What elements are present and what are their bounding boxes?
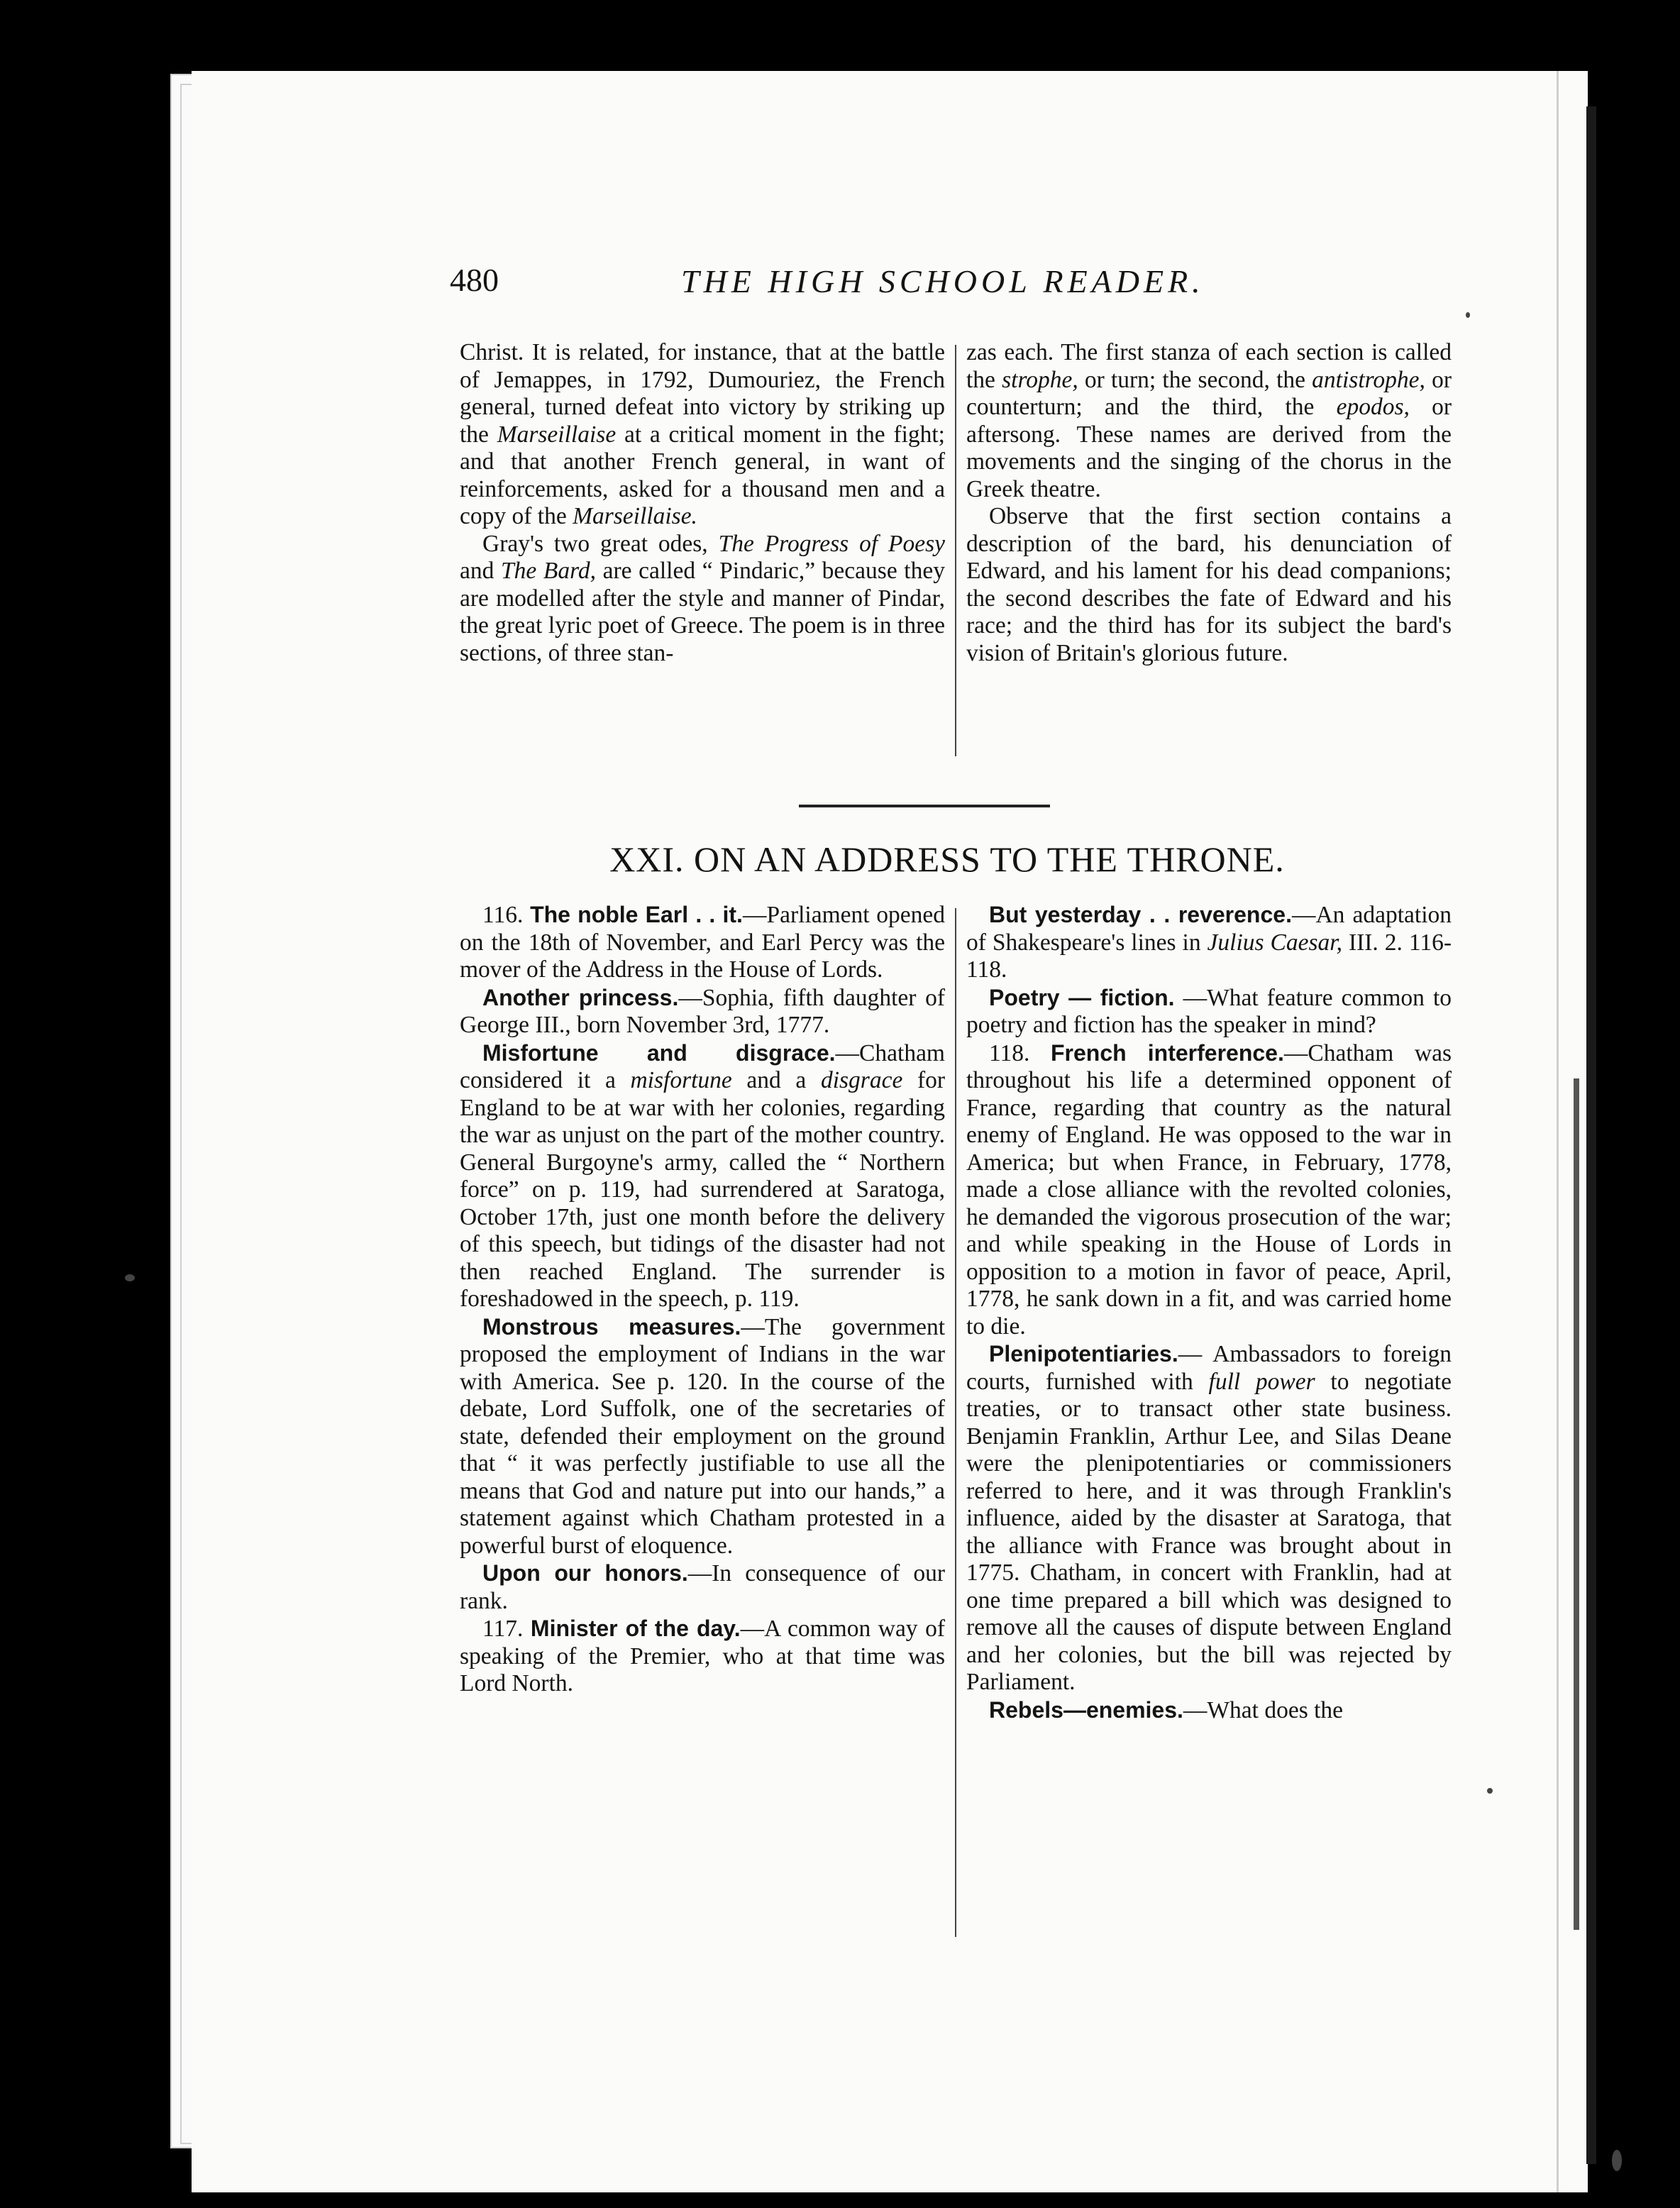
text-run: for England to be at war with her colonies, regarding the war as unjust on the part of the mother country. General Burgoyne's army, called the “ Northern force” on p. 119, had surrendered at Saratoga, October 17th, just one month before the delivery of this speech, but tidings of the disaster had not then reached England. The surrender is foreshadowed in the speech, p. 119. bbox=[460, 1067, 946, 1312]
upper-left-column-paragraph bbox=[460, 339, 945, 531]
page-number: 480 bbox=[450, 262, 499, 298]
text-run: or turn; the second, the bbox=[1078, 366, 1312, 393]
text-run: 118. bbox=[989, 1039, 1051, 1066]
note-lead-term: But yesterday . . reverence. bbox=[989, 902, 1292, 927]
italic-text: The Bard, bbox=[500, 558, 596, 584]
text-run: —Chatham considered it a bbox=[460, 1039, 945, 1093]
upper-right-column-paragraph bbox=[966, 339, 1452, 503]
scan-speck bbox=[1466, 312, 1470, 318]
text-run: III. 2. 116-118. bbox=[966, 929, 1452, 983]
text-run: —An adaptation of Shakespeare's lines in bbox=[966, 902, 1452, 956]
text-run: are called “ Pindaric,” because they are modelled after the style and manner of Pindar, the great lyric poet of Greece. The poem is in three sections, of three stan- bbox=[460, 558, 945, 666]
text-run: —Chatham was throughout his life a determined opponent of France, regarding that country as the natural enemy of England. He was opposed to the war in America; but when France, in February, 1778, made a close alliance with the revolted colonies, he demanded the vigorous prosecution of the war; and while speaking in the House of Lords in opposition to a motion in favor of peace, April, 1778, he sank down in a fit, and was carried home to die. bbox=[966, 1039, 1452, 1340]
text-run: —In consequence of our rank. bbox=[460, 1560, 945, 1614]
notes-left-column-paragraph bbox=[460, 984, 945, 1039]
upper-left-column bbox=[460, 339, 945, 667]
text-run: or counterturn; and the third, the bbox=[966, 366, 1452, 420]
note-lead-term: Poetry — fiction. bbox=[989, 984, 1175, 1010]
note-lead-term: Another princess. bbox=[482, 984, 679, 1010]
text-run: Christ. It is related, for instance, that at the battle of Jemappes, in 1792, Dumouriez, the French general, turned defeat into victory by striking up the bbox=[460, 339, 945, 448]
upper-right-column bbox=[966, 339, 1452, 667]
text-run: — Ambassadors to foreign courts, furnished with bbox=[966, 1341, 1452, 1395]
italic-text: strophe, bbox=[1002, 366, 1078, 393]
italic-text: Marseillaise. bbox=[573, 503, 697, 529]
note-lead-term: Upon our honors. bbox=[482, 1560, 688, 1586]
upper-left-column-paragraph bbox=[460, 531, 945, 668]
note-lead-term: Rebels—enemies. bbox=[989, 1696, 1183, 1723]
text-run: —What does the bbox=[1183, 1696, 1344, 1723]
text-run: 116. bbox=[482, 902, 531, 928]
page-edge bbox=[1557, 71, 1559, 2192]
text-run: Observe that the first section contains a description of the bard, his denunciation of Edward, and his lament for his dead companions; the second describes the fate of Edward and his race; and the third has for its subject the bard's vision of Britain's glorious future. bbox=[966, 503, 1452, 666]
italic-text: misfortune bbox=[630, 1067, 732, 1093]
book-gutter-shadow bbox=[1574, 1078, 1579, 1930]
note-lead-term: Plenipotentiaries. bbox=[989, 1341, 1178, 1367]
notes-left-column-paragraph bbox=[460, 901, 945, 984]
text-run: —What feature common to poetry and fiction has the speaker in mind? bbox=[966, 984, 1452, 1038]
notes-left-column-paragraph bbox=[460, 1039, 945, 1313]
text-run: and bbox=[460, 558, 501, 584]
note-lead-term: French interference. bbox=[1050, 1039, 1284, 1066]
scan-speck bbox=[125, 1274, 135, 1281]
italic-text: The Progress of Poesy bbox=[718, 530, 945, 557]
text-run: and a bbox=[731, 1067, 821, 1093]
notes-right-column-paragraph bbox=[966, 1340, 1452, 1696]
text-run: Gray's two great odes, bbox=[482, 530, 719, 557]
notes-right-column-paragraph bbox=[966, 984, 1452, 1039]
note-lead-term: Misfortune and disgrace. bbox=[482, 1039, 836, 1066]
upper-right-column-paragraph bbox=[966, 503, 1452, 667]
notes-right-column-paragraph bbox=[966, 901, 1452, 984]
note-lead-term: Monstrous measures. bbox=[482, 1313, 741, 1340]
italic-text: Julius Caesar, bbox=[1207, 929, 1342, 956]
notes-right-column-paragraph bbox=[966, 1696, 1452, 1725]
text-run: —Parliament opened on the 18th of November, and Earl Percy was the mover of the Address in the House of Lords. bbox=[460, 902, 945, 983]
scan-speck bbox=[1487, 1788, 1493, 1794]
text-run: —A common way of speaking of the Premier, who at that time was Lord North. bbox=[460, 1616, 945, 1696]
italic-text: antistrophe, bbox=[1312, 366, 1425, 393]
notes-right-column-paragraph bbox=[966, 1039, 1452, 1341]
italic-text: full power bbox=[1208, 1368, 1315, 1395]
section-title: XXI. ON AN ADDRESS TO THE THRONE. bbox=[609, 839, 1285, 879]
section-divider-rule bbox=[799, 805, 1050, 807]
notes-right-column bbox=[966, 901, 1452, 1724]
text-run: to negotiate treaties, or to transact other state business. Benjamin Franklin, Arthur Lee, and Silas Deane were the plenipotentiaries or commissioners referred to here, and it was through Franklin's influence, aided by the disaster at Saratoga, that the alliance with France was brought about in 1775. Chatham, in concert with Franklin, had at one time prepared a bill which was designed to remove all the causes of dispute between England and her colonies, but the bill was rejected by Parliament. bbox=[966, 1368, 1452, 1695]
italic-text: Marseillaise bbox=[497, 421, 617, 448]
upper-column-divider bbox=[955, 345, 956, 756]
notes-column-divider bbox=[955, 908, 956, 1937]
italic-text: disgrace bbox=[820, 1067, 903, 1093]
note-lead-term: Minister of the day. bbox=[530, 1616, 741, 1641]
text-run: at a critical moment in the fight; and that another French general, in want of reinforcements, asked for a thousand men and a copy of the bbox=[460, 421, 945, 529]
text-run: or aftersong. These names are derived from the movements and the singing of the chorus in the Greek theatre. bbox=[966, 394, 1452, 502]
running-title: THE HIGH SCHOOL READER. bbox=[681, 263, 1205, 299]
notes-left-column-paragraph bbox=[460, 1615, 945, 1698]
text-run: 117. bbox=[482, 1616, 531, 1642]
text-run: zas each. The first stanza of each section is called the bbox=[966, 339, 1452, 393]
italic-text: epodos, bbox=[1336, 394, 1410, 420]
notes-left-column bbox=[460, 901, 945, 1698]
note-lead-term: The noble Earl . . it. bbox=[530, 902, 743, 927]
notes-left-column-paragraph bbox=[460, 1560, 945, 1615]
scan-speck bbox=[1612, 2150, 1622, 2171]
text-run: —Sophia, fifth daughter of George III., born November 3rd, 1777. bbox=[460, 984, 946, 1038]
text-run: —The government proposed the employment of Indians in the war with America. See p. 120. In the course of the debate, Lord Suffolk, one of the secretaries of state, defended their employment on the ground that “ it was perfectly justifiable to use all the means that God and nature put into our hands,” a statement against which Chatham protested in a powerful burst of eloquence. bbox=[460, 1313, 946, 1559]
book-spine-shadow bbox=[1586, 106, 1596, 2164]
notes-left-column-paragraph bbox=[460, 1313, 945, 1560]
